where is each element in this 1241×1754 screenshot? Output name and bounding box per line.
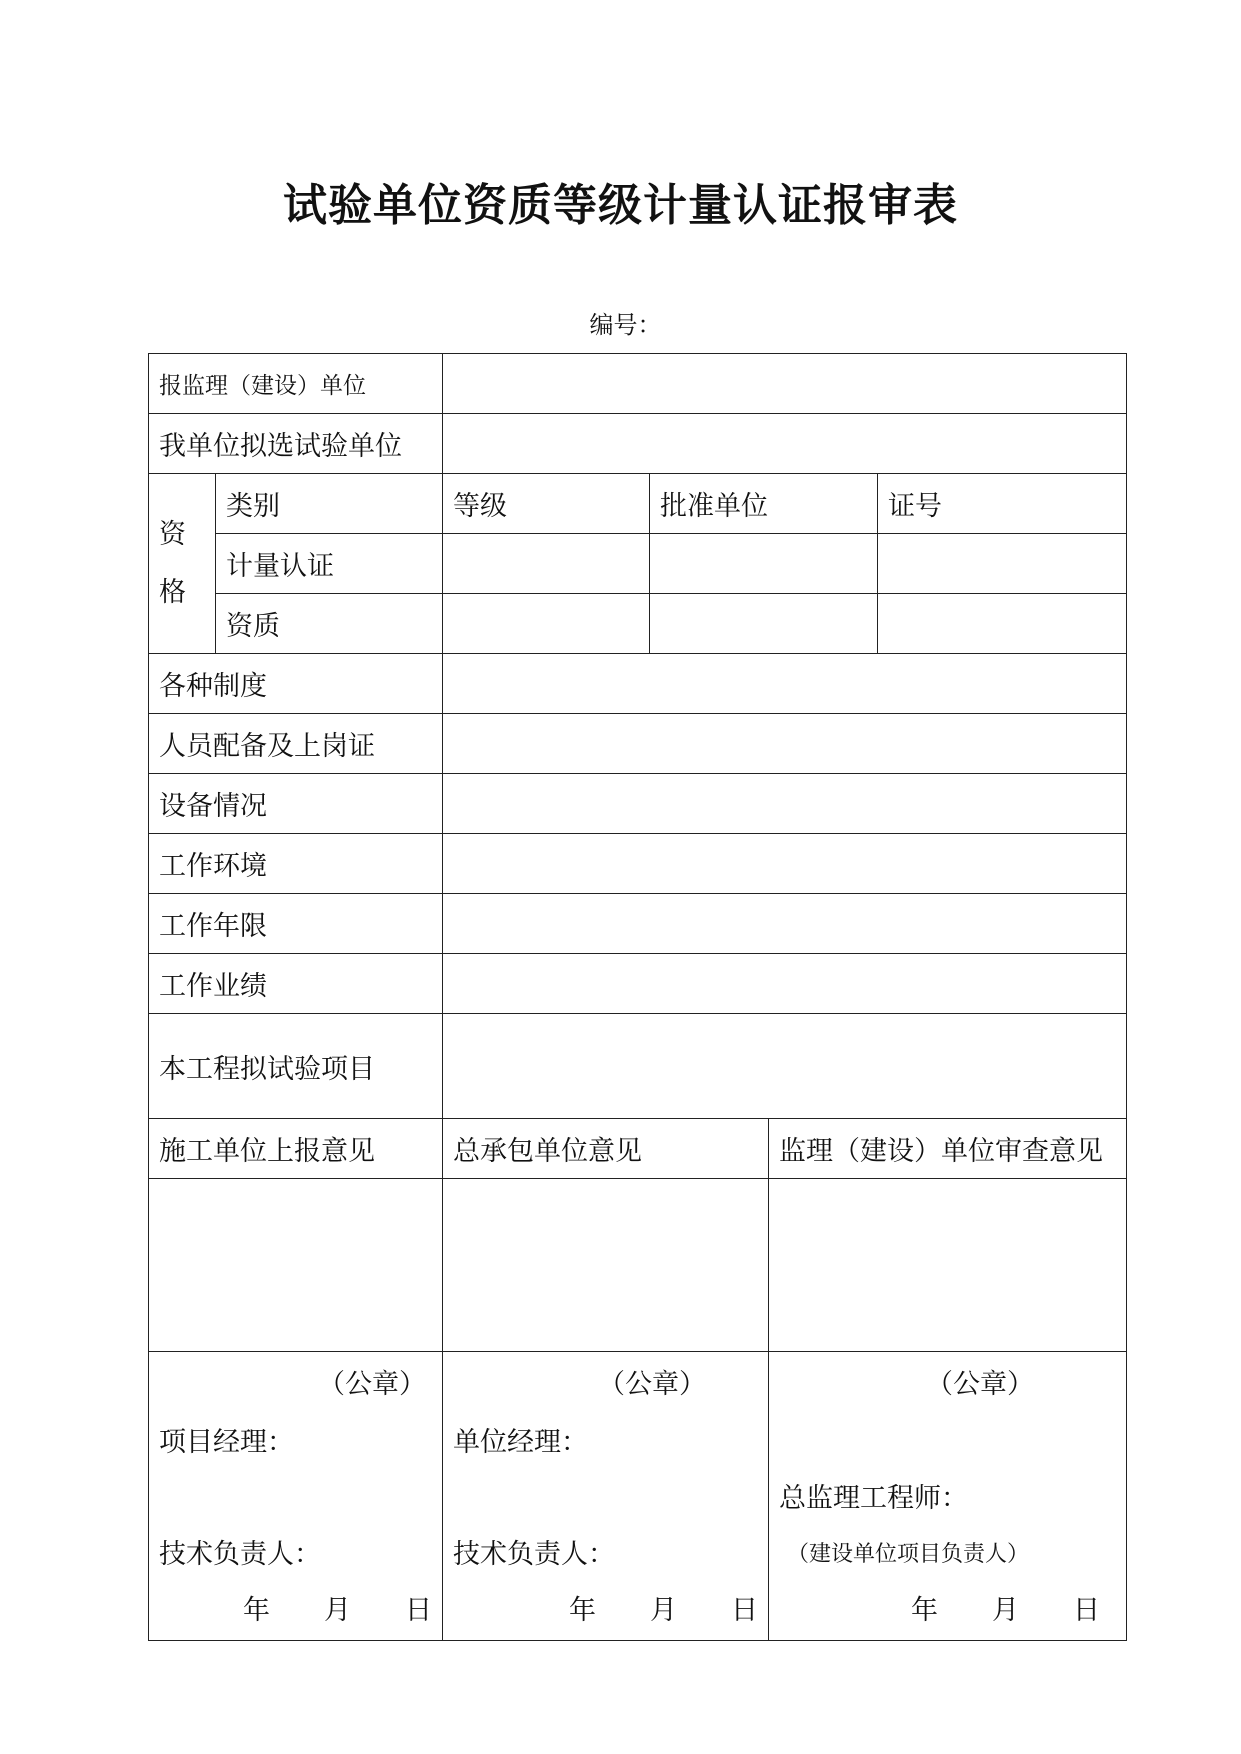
report-to-value-field[interactable] bbox=[443, 354, 1127, 414]
systems-value-field[interactable] bbox=[443, 654, 1127, 714]
qual-row-metrology-label: 计量认证 bbox=[216, 534, 443, 594]
supervision-opinion-header: 监理（建设）单位审查意见 bbox=[769, 1119, 1127, 1179]
contractor-tech-lead-label: 技术负责人： bbox=[453, 1539, 615, 1570]
row-report-to bbox=[149, 354, 1127, 414]
test-items-value-field[interactable] bbox=[443, 1014, 1127, 1119]
construction-opinion-field[interactable] bbox=[149, 1179, 443, 1352]
staffing-label: 人员配备及上岗证 bbox=[149, 714, 443, 774]
approval-form-table bbox=[148, 353, 1127, 1641]
row-qualification bbox=[149, 594, 1127, 654]
environment-value-field[interactable] bbox=[443, 834, 1127, 894]
serial-number-label: 编号： bbox=[589, 311, 662, 339]
construction-seal: （公章） bbox=[318, 1369, 426, 1400]
environment-label: 工作环境 bbox=[149, 834, 443, 894]
selected-unit-value-field[interactable] bbox=[443, 414, 1127, 474]
qual-header-category: 类别 bbox=[216, 474, 443, 534]
supervision-opinion-field[interactable] bbox=[769, 1179, 1127, 1352]
contractor-date: 年 月 日 bbox=[569, 1595, 758, 1626]
qual-header-grade: 等级 bbox=[443, 474, 650, 534]
general-contractor-opinion-header: 总承包单位意见 bbox=[443, 1119, 769, 1179]
years-value-field[interactable] bbox=[443, 894, 1127, 954]
performance-value-field[interactable] bbox=[443, 954, 1127, 1014]
row-environment bbox=[149, 834, 1127, 894]
unit-manager-label: 单位经理： bbox=[453, 1427, 588, 1458]
row-systems bbox=[149, 654, 1127, 714]
row-selected-unit bbox=[149, 414, 1127, 474]
construction-date: 年 月 日 bbox=[243, 1595, 432, 1626]
equipment-label: 设备情况 bbox=[149, 774, 443, 834]
systems-label: 各种制度 bbox=[149, 654, 443, 714]
qual-row-qualification-label: 资质 bbox=[216, 594, 443, 654]
supervision-date: 年 月 日 bbox=[911, 1595, 1100, 1626]
row-performance bbox=[149, 954, 1127, 1014]
years-label: 工作年限 bbox=[149, 894, 443, 954]
chief-engineer-label: 总监理工程师： bbox=[779, 1483, 968, 1514]
row-test-items bbox=[149, 1014, 1127, 1119]
row-staffing bbox=[149, 714, 1127, 774]
selected-unit-label: 我单位拟选试验单位 bbox=[149, 414, 443, 474]
row-qualification-header bbox=[149, 474, 1127, 534]
row-opinion-bodies bbox=[149, 1179, 1127, 1352]
row-years bbox=[149, 894, 1127, 954]
qualification-cert-no-field[interactable] bbox=[878, 594, 1127, 654]
row-metrology-cert bbox=[149, 534, 1127, 594]
test-items-label: 本工程拟试验项目 bbox=[149, 1014, 443, 1119]
construction-signature-block bbox=[149, 1352, 443, 1641]
row-opinion-headers bbox=[149, 1119, 1127, 1179]
staffing-value-field[interactable] bbox=[443, 714, 1127, 774]
metrology-approver-field[interactable] bbox=[650, 534, 878, 594]
contractor-seal: （公章） bbox=[598, 1369, 706, 1400]
construction-opinion-header: 施工单位上报意见 bbox=[149, 1119, 443, 1179]
page-title: 试验单位资质等级计量认证报审表 bbox=[283, 180, 958, 231]
row-signatures bbox=[149, 1352, 1127, 1641]
qualification-label-text: 资格 bbox=[159, 518, 186, 608]
project-manager-label: 项目经理： bbox=[159, 1427, 294, 1458]
supervision-signature-block bbox=[769, 1352, 1127, 1641]
metrology-cert-no-field[interactable] bbox=[878, 534, 1127, 594]
report-to-label: 报监理（建设）单位 bbox=[149, 354, 443, 414]
qualification-approver-field[interactable] bbox=[650, 594, 878, 654]
qualification-label bbox=[149, 474, 216, 654]
qualification-grade-field[interactable] bbox=[443, 594, 650, 654]
construction-tech-lead-label: 技术负责人： bbox=[159, 1539, 321, 1570]
general-contractor-opinion-field[interactable] bbox=[443, 1179, 769, 1352]
chief-engineer-note: （建设单位项目负责人） bbox=[787, 1542, 1030, 1567]
qual-header-cert-no: 证号 bbox=[878, 474, 1127, 534]
performance-label: 工作业绩 bbox=[149, 954, 443, 1014]
contractor-signature-block bbox=[443, 1352, 769, 1641]
metrology-grade-field[interactable] bbox=[443, 534, 650, 594]
row-equipment bbox=[149, 774, 1127, 834]
qual-header-approver: 批准单位 bbox=[650, 474, 878, 534]
equipment-value-field[interactable] bbox=[443, 774, 1127, 834]
supervision-seal: （公章） bbox=[926, 1369, 1034, 1400]
